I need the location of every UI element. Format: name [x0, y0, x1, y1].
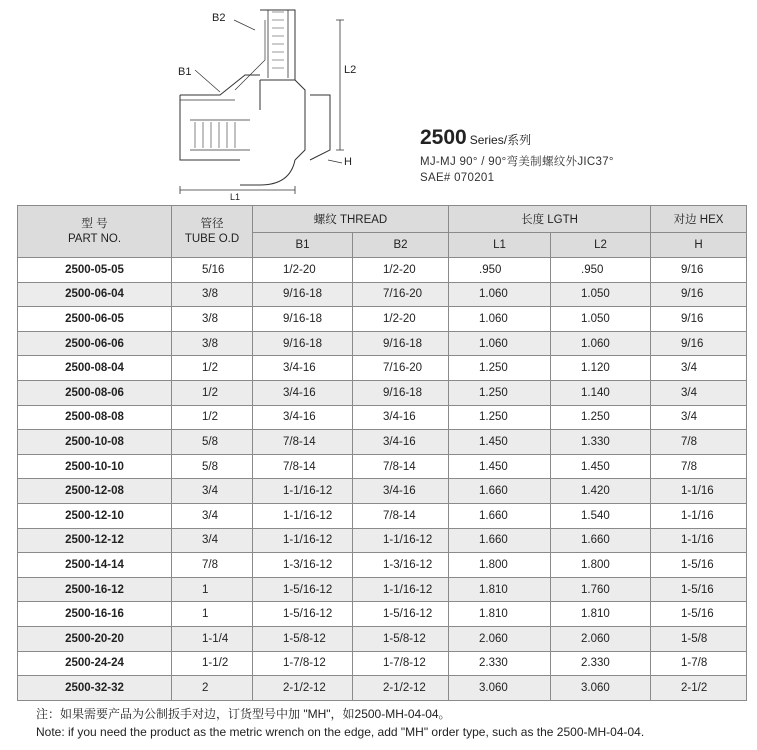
cell-l2: 1.120: [551, 356, 651, 381]
cell-l1: 2.330: [449, 651, 551, 676]
cell-part: 2500-24-24: [18, 651, 172, 676]
cell-l1: 1.060: [449, 282, 551, 307]
header-l2: L2: [551, 233, 651, 258]
cell-part: 2500-06-06: [18, 331, 172, 356]
cell-b2: 1-1/16-12: [353, 528, 449, 553]
cell-tube: 3/4: [172, 528, 253, 553]
header-b2: B2: [353, 233, 449, 258]
cell-l2: 1.800: [551, 553, 651, 578]
header-hex: 对边 HEX: [651, 206, 747, 233]
cell-l2: 1.050: [551, 307, 651, 332]
cell-b1: 1-5/16-12: [253, 577, 353, 602]
cell-tube: 1-1/4: [172, 626, 253, 651]
cell-b2: 1-5/16-12: [353, 602, 449, 627]
cell-h: 7/8: [651, 430, 747, 455]
cell-part: 2500-05-05: [18, 258, 172, 283]
table-row: [18, 258, 747, 283]
header-thread: 螺纹 THREAD: [253, 206, 449, 233]
cell-b2: 2-1/2-12: [353, 676, 449, 701]
cell-l2: 1.250: [551, 405, 651, 430]
spec-table-body: [18, 258, 747, 701]
cell-tube: 5/16: [172, 258, 253, 283]
order-note: [36, 705, 644, 741]
cell-part: 2500-14-14: [18, 553, 172, 578]
table-row: [18, 479, 747, 504]
fitting-drawing: [160, 0, 370, 200]
cell-b1: 1-7/8-12: [253, 651, 353, 676]
header-b1: B1: [253, 233, 353, 258]
cell-b2: 3/4-16: [353, 479, 449, 504]
cell-part: 2500-08-06: [18, 380, 172, 405]
cell-h: 9/16: [651, 258, 747, 283]
note-chinese: 注：如果需要产品为公制扳手对边，订货型号中加 "MH"，如2500-MH-04-04。: [36, 707, 451, 721]
cell-b1: 7/8-14: [253, 430, 353, 455]
cell-l1: 1.810: [449, 577, 551, 602]
cell-b2: 7/16-20: [353, 356, 449, 381]
cell-l1: 1.250: [449, 380, 551, 405]
cell-tube: 3/4: [172, 503, 253, 528]
cell-b1: 9/16-18: [253, 307, 353, 332]
label-h: H: [344, 156, 352, 168]
series-heading: [420, 126, 614, 150]
header-l1: L1: [449, 233, 551, 258]
cell-b2: 3/4-16: [353, 405, 449, 430]
elbow-fitting-illustration: [160, 0, 370, 200]
cell-l2: 1.660: [551, 528, 651, 553]
cell-h: 1-5/8: [651, 626, 747, 651]
cell-tube: 3/8: [172, 331, 253, 356]
cell-tube: 7/8: [172, 553, 253, 578]
cell-b1: 1-1/16-12: [253, 479, 353, 504]
cell-b2: 1/2-20: [353, 258, 449, 283]
cell-l2: 1.810: [551, 602, 651, 627]
cell-b1: 1/2-20: [253, 258, 353, 283]
cell-b1: 1-1/16-12: [253, 528, 353, 553]
cell-l1: 1.250: [449, 405, 551, 430]
cell-l1: 1.810: [449, 602, 551, 627]
cell-tube: 5/8: [172, 454, 253, 479]
cell-l2: .950: [551, 258, 651, 283]
cell-tube: 5/8: [172, 430, 253, 455]
table-row: [18, 454, 747, 479]
cell-part: 2500-16-16: [18, 602, 172, 627]
cell-l1: 1.250: [449, 356, 551, 381]
cell-b1: 2-1/2-12: [253, 676, 353, 701]
cell-l2: 2.060: [551, 626, 651, 651]
cell-h: 1-7/8: [651, 651, 747, 676]
cell-tube: 3/8: [172, 282, 253, 307]
cell-b2: 7/8-14: [353, 454, 449, 479]
cell-b1: 7/8-14: [253, 454, 353, 479]
cell-h: 9/16: [651, 331, 747, 356]
cell-l1: 1.660: [449, 528, 551, 553]
cell-l2: 3.060: [551, 676, 651, 701]
table-row: [18, 676, 747, 701]
cell-tube: 3/4: [172, 479, 253, 504]
cell-b2: 1-3/16-12: [353, 553, 449, 578]
cell-tube: 3/8: [172, 307, 253, 332]
table-row: [18, 577, 747, 602]
cell-h: 3/4: [651, 380, 747, 405]
cell-b1: 3/4-16: [253, 405, 353, 430]
table-row: [18, 307, 747, 332]
header-row-1: [18, 206, 747, 233]
header-h: H: [651, 233, 747, 258]
cell-b2: 7/8-14: [353, 503, 449, 528]
cell-h: 1-5/16: [651, 553, 747, 578]
cell-l1: 1.060: [449, 331, 551, 356]
cell-part: 2500-06-04: [18, 282, 172, 307]
cell-b2: 1-5/8-12: [353, 626, 449, 651]
series-number: 2500: [420, 126, 467, 149]
cell-part: 2500-12-12: [18, 528, 172, 553]
note-english: Note: if you need the product as the metric wrench on the edge, add "MH" order type, such as the 2500-MH-04-04.: [36, 725, 645, 739]
table-row: [18, 553, 747, 578]
cell-b1: 1-1/16-12: [253, 503, 353, 528]
cell-tube: 1/2: [172, 405, 253, 430]
series-subtitle: MJ-MJ 90° / 90°弯美制螺纹外JIC37°: [420, 156, 614, 168]
cell-l1: .950: [449, 258, 551, 283]
cell-tube: 1/2: [172, 380, 253, 405]
cell-l1: 2.060: [449, 626, 551, 651]
cell-part: 2500-08-08: [18, 405, 172, 430]
cell-l1: 1.660: [449, 503, 551, 528]
cell-h: 3/4: [651, 405, 747, 430]
cell-h: 2-1/2: [651, 676, 747, 701]
cell-b2: 1-1/16-12: [353, 577, 449, 602]
cell-l1: 1.060: [449, 307, 551, 332]
cell-b1: 9/16-18: [253, 331, 353, 356]
cell-h: 1-1/16: [651, 528, 747, 553]
label-b2: B2: [212, 12, 226, 24]
header-part-no: 型 号 PART NO.: [18, 206, 172, 258]
cell-tube: 1/2: [172, 356, 253, 381]
cell-b1: 1-5/8-12: [253, 626, 353, 651]
series-suffix: Series/系列: [469, 133, 532, 147]
table-row: [18, 430, 747, 455]
cell-l1: 1.800: [449, 553, 551, 578]
cell-h: 9/16: [651, 307, 747, 332]
cell-b1: 1-3/16-12: [253, 553, 353, 578]
cell-tube: 1: [172, 577, 253, 602]
cell-b2: 1/2-20: [353, 307, 449, 332]
table-row: [18, 380, 747, 405]
cell-l1: 1.450: [449, 430, 551, 455]
cell-b2: 7/16-20: [353, 282, 449, 307]
table-row: [18, 405, 747, 430]
table-row: [18, 602, 747, 627]
cell-tube: 1-1/2: [172, 651, 253, 676]
cell-part: 2500-16-12: [18, 577, 172, 602]
spec-table: [17, 205, 747, 701]
header-tube-od: 管径 TUBE O.D: [172, 206, 253, 258]
sae-number: SAE# 070201: [420, 172, 495, 184]
cell-part: 2500-32-32: [18, 676, 172, 701]
cell-h: 1-5/16: [651, 602, 747, 627]
series-title-block: [420, 126, 614, 184]
cell-l1: 1.660: [449, 479, 551, 504]
cell-l2: 1.420: [551, 479, 651, 504]
table-row: [18, 282, 747, 307]
cell-part: 2500-08-04: [18, 356, 172, 381]
cell-l2: 1.330: [551, 430, 651, 455]
table-row: [18, 503, 747, 528]
cell-tube: 2: [172, 676, 253, 701]
cell-part: 2500-20-20: [18, 626, 172, 651]
cell-h: 3/4: [651, 356, 747, 381]
cell-part: 2500-06-05: [18, 307, 172, 332]
table-row: [18, 651, 747, 676]
table-row: [18, 528, 747, 553]
cell-tube: 1: [172, 602, 253, 627]
cell-l2: 1.050: [551, 282, 651, 307]
cell-l1: 1.450: [449, 454, 551, 479]
cell-b2: 1-7/8-12: [353, 651, 449, 676]
label-l1: L1: [230, 192, 241, 202]
cell-b2: 9/16-18: [353, 380, 449, 405]
cell-h: 1-1/16: [651, 503, 747, 528]
cell-h: 1-5/16: [651, 577, 747, 602]
cell-b1: 9/16-18: [253, 282, 353, 307]
cell-l2: 1.540: [551, 503, 651, 528]
cell-l1: 3.060: [449, 676, 551, 701]
cell-part: 2500-10-08: [18, 430, 172, 455]
cell-h: 9/16: [651, 282, 747, 307]
cell-l2: 1.450: [551, 454, 651, 479]
cell-b2: 3/4-16: [353, 430, 449, 455]
cell-l2: 1.140: [551, 380, 651, 405]
cell-b1: 3/4-16: [253, 380, 353, 405]
cell-b1: 3/4-16: [253, 356, 353, 381]
cell-l2: 1.760: [551, 577, 651, 602]
cell-h: 7/8: [651, 454, 747, 479]
cell-b1: 1-5/16-12: [253, 602, 353, 627]
cell-l2: 2.330: [551, 651, 651, 676]
cell-part: 2500-10-10: [18, 454, 172, 479]
header-length: 长度 LGTH: [449, 206, 651, 233]
label-l2: L2: [344, 64, 357, 76]
label-b1: B1: [178, 66, 192, 78]
table-row: [18, 356, 747, 381]
cell-b2: 9/16-18: [353, 331, 449, 356]
cell-l2: 1.060: [551, 331, 651, 356]
table-row: [18, 626, 747, 651]
cell-h: 1-1/16: [651, 479, 747, 504]
cell-part: 2500-12-08: [18, 479, 172, 504]
cell-part: 2500-12-10: [18, 503, 172, 528]
table-row: [18, 331, 747, 356]
